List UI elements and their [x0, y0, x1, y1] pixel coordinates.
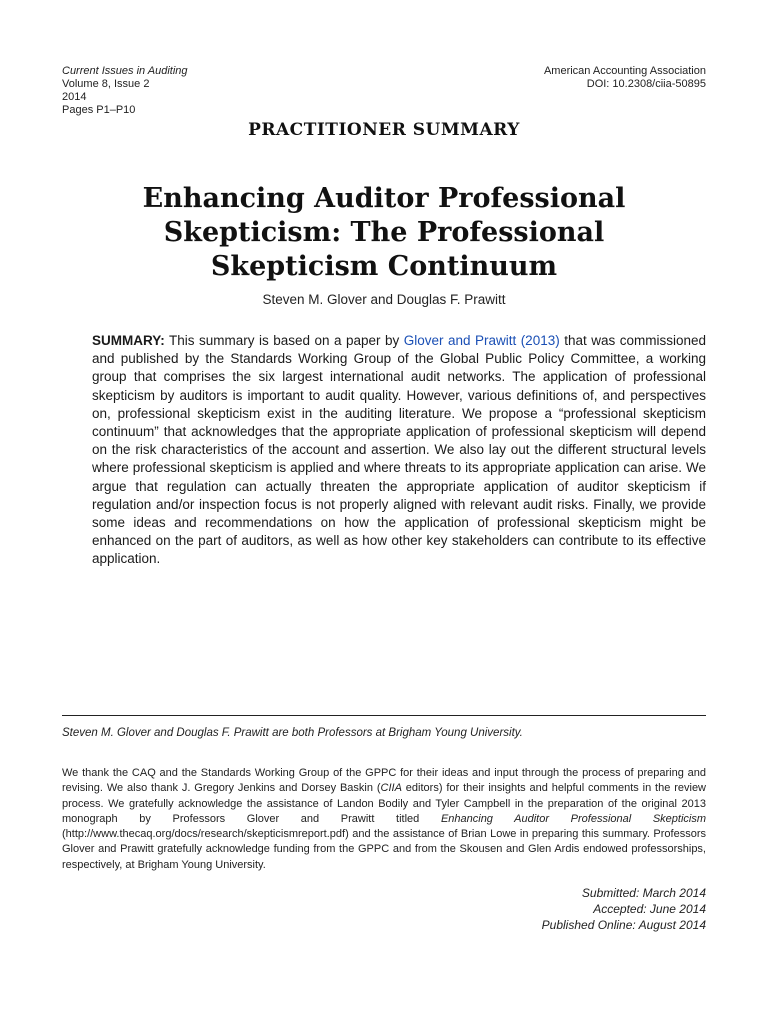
publication-year: 2014 [62, 91, 87, 103]
section-label: PRACTITIONER SUMMARY [248, 120, 520, 140]
summary-abstract [92, 332, 706, 569]
ack-part3: and the assistance of Brian Lowe in preparing this summary. Professors Glover and Prawitt gratefully acknowledge funding from the GPPC and from the Skousen and Glen Ardis endowed professorships, respectively, at Brigham Young University. [62, 828, 706, 871]
doi: DOI: 10.2308/ciia-50895 [586, 78, 706, 90]
publisher-name: American Accounting Association [543, 65, 706, 77]
ack-report-title: Enhancing Auditor Professional Skepticism [440, 812, 707, 825]
page-range: Pages P1–P10 [62, 104, 136, 116]
ack-part2: editors) for their insights and helpful comments in the review process. We gratefully acknowledge the assistance of Landon Bodily and Tyler Campbell in the preparation of the original 2013 monograph by Professors Glover and Prawitt titled [62, 782, 707, 825]
published-date: Published Online: August 2014 [541, 918, 706, 932]
ack-url[interactable]: (http://www.thecaq.org/docs/research/skepticismreport.pdf) [62, 828, 353, 841]
volume-issue: Volume 8, Issue 2 [62, 78, 150, 90]
submitted-date: Submitted: March 2014 [581, 886, 706, 900]
author-line: Steven M. Glover and Douglas F. Prawitt [262, 292, 506, 307]
acknowledgment [62, 766, 706, 873]
summary-body: that was commissioned and published by the Standards Working Group of the Global Public Policy Committee, a working group that comprises the six largest international audit networks. The application of professional skepticism by auditors is important to audit quality. However, various definitions of, and perspectives on, professional skepticism exist in the auditing literature. We propose a “professional skepticism continuum” that acknowledges that the appropriate application of professional skepticism will depend on the risk characteristics of the account and assertion. We also lay out the different structural levels where professional skepticism is applied and where threats to its appropriate application can arise. We argue that regulation can actually threaten the appropriate application of auditor skepticism if regulation and/or inspection focus is not properly aligned with relevant audit risks. Finally, we provide some ideas and recommendations on how the application of professional skepticism might be enhanced on the part of auditors, as well as how other key stakeholders can contribute to its effective application. [92, 333, 706, 567]
author-affiliation: Steven M. Glover and Douglas F. Prawitt are both Professors at Brigham Young University. [62, 727, 523, 739]
publication-dates [542, 885, 706, 933]
citation-link[interactable]: Glover and Prawitt (2013) [403, 333, 560, 348]
article-title: Enhancing Auditor Professional Skepticism: The Professional Skepticism Continuum [142, 183, 626, 282]
summary-label: SUMMARY: [92, 333, 165, 348]
ack-part1: We thank the CAQ and the Standards Working Group of the GPPC for their ideas and input through the process of preparing and revising. We also thank J. Gregory Jenkins and Dorsey Baskin ( [62, 767, 706, 795]
journal-name: Current Issues in Auditing [62, 65, 188, 77]
ack-ciia: CIIA [380, 782, 402, 795]
accepted-date: Accepted: June 2014 [593, 902, 706, 916]
journal-meta [62, 65, 188, 117]
summary-intro: This summary is based on a paper by [169, 333, 400, 348]
footnote-divider [62, 715, 706, 716]
publisher-meta [544, 65, 706, 91]
